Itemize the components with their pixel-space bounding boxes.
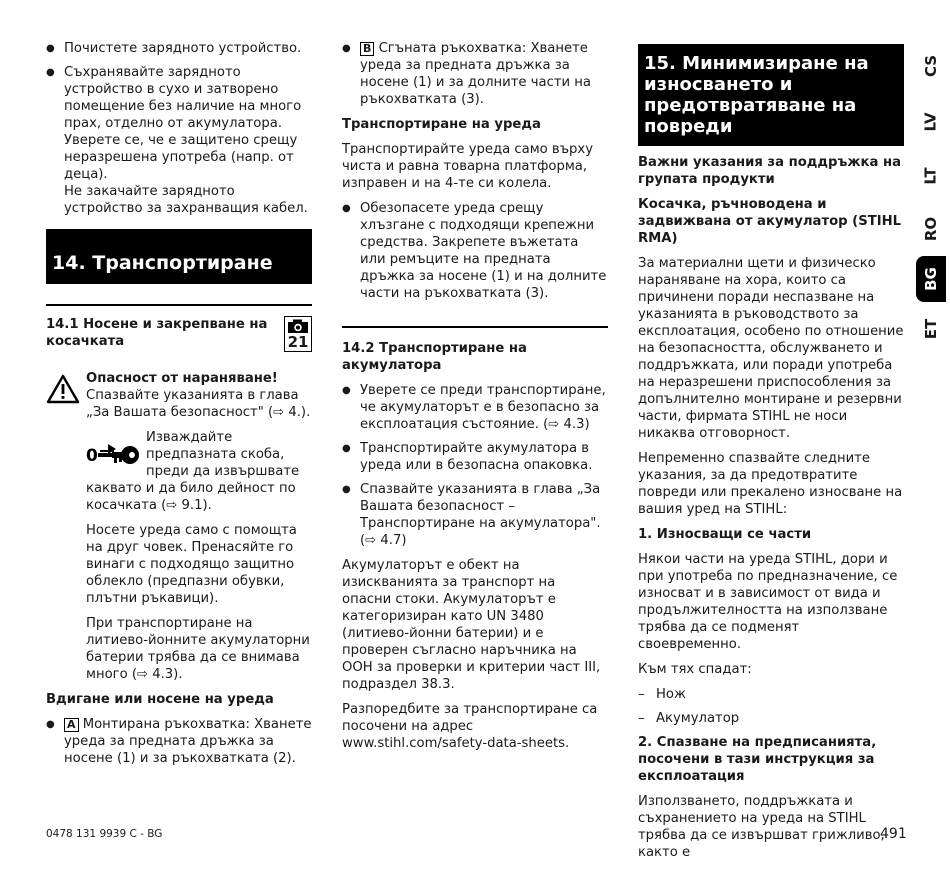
mower-heading: Косачка, ръчноводена и задвижвана от акумулатор (STIHL RMA): [638, 197, 902, 246]
subsection-14-1-header: [46, 316, 312, 352]
document-code: 0478 131 9939 C - BG: [46, 828, 163, 840]
svg-text:0: 0: [86, 446, 98, 466]
list-item: – Нож: [638, 686, 904, 703]
camera-icon: [287, 319, 309, 334]
safety-key-note: [86, 429, 312, 514]
include-label: Към тях спадат:: [638, 662, 752, 677]
list-item: ● Съхранявайте зарядното устройство в сухо и затворено помещение без наличие на много прах, отделно от акумулатора. Уверете се, че е защитено срещу неразрешена употреба (напр. от деца). Не закачайте зарядното устройство за захранващия кабел.: [46, 64, 312, 217]
list-item: ● Почистете зарядното устройство.: [46, 40, 312, 57]
observe-paragraph: Непременно спазвайте следните указания, за да предотвратите повреди или прекалено износване на вашия уред на STIHL:: [638, 451, 903, 517]
language-tab-lt[interactable]: LT: [922, 167, 940, 185]
subsection-14-1-title: 14.1 Носене и закрепване на косачката: [46, 317, 268, 349]
language-tab-bg[interactable]: BG: [916, 256, 946, 302]
label-a-text: Монтирана ръкохватка: Хванете уреда за предната дръжка за носене (1) и за ръкохватката (2).: [64, 717, 312, 766]
carry-paragraph: Носете уреда само с помощта на друг човек. Пренасяйте го винаги с подходящо защитно облекло (предпазни обувки, плътни ръкавици).: [86, 523, 297, 606]
language-tab-et[interactable]: ET: [921, 318, 940, 340]
transport-bullets: [342, 200, 608, 302]
warning-block: [46, 370, 312, 683]
battery-bullets: [342, 382, 608, 549]
list-item: ● Спазвайте указанията в глава „За Вашата безопасност – Транспортиране на акумулатора". (⇨ 4.7): [342, 481, 608, 549]
important-heading: Важни указания за поддръжка на групата продукти: [638, 155, 901, 187]
list-item: – Акумулатор: [638, 710, 904, 727]
transport-heading: Транспортиране на уреда: [342, 117, 541, 132]
figure-number: 21: [287, 333, 309, 351]
column-left: [46, 40, 312, 775]
transport-paragraph: Транспортирайте уреда само върху чиста и равна товарна платформа, изправен и на 4-те си колела.: [342, 142, 593, 191]
divider: [46, 304, 312, 306]
charger-bullets: [46, 40, 312, 217]
warning-text: Спазвайте указанията в глава „За Вашата безопасност" (⇨ 4.).: [86, 388, 311, 420]
compliance-heading: 2. Спазване на предписанията, посочени в тази инструкция за експлоатация: [638, 735, 877, 784]
subsection-14-2-title: 14.2 Транспортиране на акумулатора: [342, 341, 527, 373]
page-number: 491: [880, 826, 907, 842]
key-note-text: Изваждайте предпазната скоба, преди да извършвате каквато и да било дейност по косачката (⇨ 9.1).: [86, 430, 300, 513]
camera-figure-ref: [284, 316, 312, 352]
fold-bullets: [342, 40, 608, 108]
wear-heading: 1. Износващи се части: [638, 527, 812, 542]
list-item: ● Обезопасете уреда срещу хлъзгане с подходящи крепежни средства. Закрепете въжетата или ремъците на предната дръжка за носене (1) и на долните части на ръкохватката (3).: [342, 200, 608, 302]
lift-heading: Вдигане или носене на уреда: [46, 692, 274, 707]
label-b-text: Сгъната ръкохватка: Хванете уреда за предната дръжка за носене (1) и за долните части на ръкохватката (3).: [360, 41, 591, 107]
label-a-badge: A: [64, 718, 79, 732]
lithium-paragraph: При транспортиране на литиево-йонните акумулаторни батерии трябва да се внимава много (⇨ 4.3).: [86, 616, 310, 682]
wear-parts-list: [638, 686, 904, 727]
list-item: ● Уверете се преди транспортиране, че акумулаторът е в безопасно за експлоатация състояние. (⇨ 4.3): [342, 382, 608, 433]
list-item: [46, 716, 312, 767]
column-middle: [342, 40, 608, 760]
language-tab-lv[interactable]: LV: [921, 112, 940, 132]
section-14-heading: 14. Транспортиране: [46, 229, 312, 284]
language-tab-cs[interactable]: CS: [922, 54, 940, 78]
safety-key-icon: [86, 441, 142, 467]
warning-heading: Опасност от нараняване!: [86, 371, 278, 386]
divider: [342, 326, 608, 328]
warning-triangle-icon: [46, 374, 80, 404]
language-tab-ro[interactable]: RO: [922, 216, 940, 242]
lift-bullets: [46, 716, 312, 767]
hazmat-paragraph: Акумулаторът е обект на изискванията за транспорт на опасни стоки. Акумулаторът е категоризиран като UN 3480 (литиево-йонни батерии) и е проверен съгласно наръчника на ООН за проверки и критерии част III, подраздел 38.3.: [342, 558, 601, 692]
column-right: [638, 44, 904, 869]
liability-paragraph: За материални щети и физическо нараняване на хора, които са причинени поради неспазване на указанията в ръководството за експлоатация, особено по отношение на безопасността, обслужването и поддръжката, или поради употреба на неразрешени приспособления за допълнително монтиране и резервни части, фирмата STIHL не носи никаква отговорност.: [638, 256, 904, 441]
wear-paragraph: Някои части на уреда STIHL, дори и при употреба по предназначение, се износват и в зависимост от вида и продължителността на използване трябва да се подменят своевременно.: [638, 552, 898, 652]
compliance-paragraph: Използването, поддръжката и съхранението на уреда на STIHL трябва да се извършват грижливо, както е: [638, 794, 885, 860]
regulations-paragraph: Разпоредбите за транспортиране са посочени на адрес www.stihl.com/safety-data-sheets.: [342, 702, 598, 751]
label-b-badge: B: [360, 42, 374, 56]
list-item: ● Транспортирайте акумулатора в уреда или в безопасна опаковка.: [342, 440, 608, 474]
list-item: [342, 40, 608, 108]
section-15-heading: 15. Минимизиране на износването и предотвратяване на повреди: [638, 44, 904, 146]
